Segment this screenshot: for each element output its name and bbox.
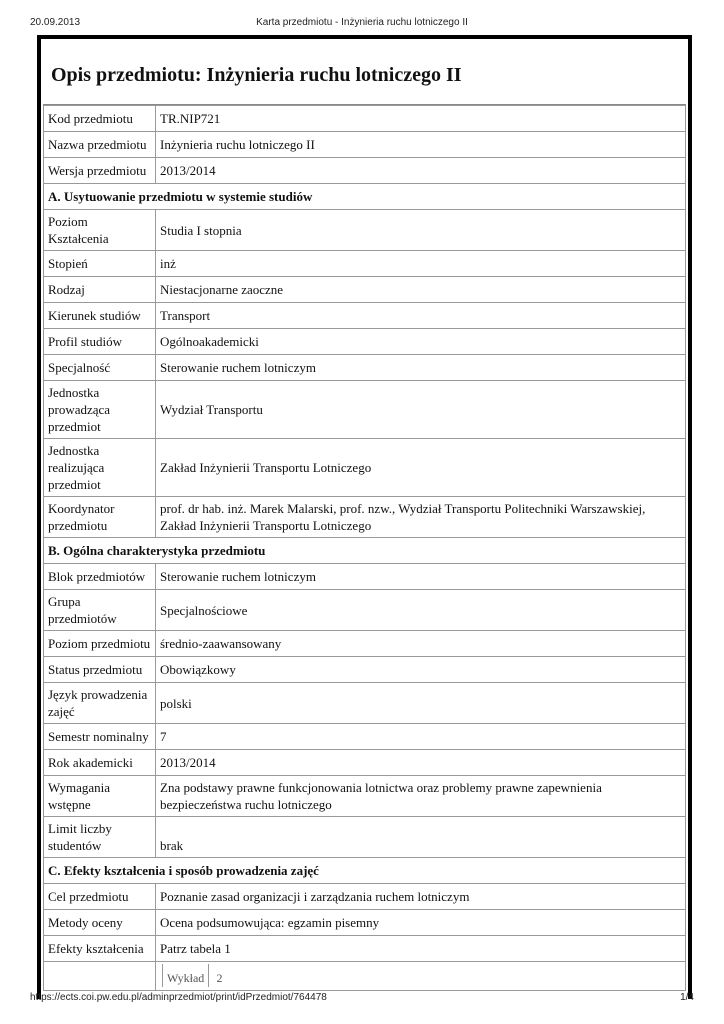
- nested-cell: [156, 962, 686, 991]
- row-label: Metody oceny: [44, 910, 156, 936]
- table-row: [44, 683, 686, 724]
- row-value: Sterowanie ruchem lotniczym: [156, 355, 686, 381]
- section-c-title: C. Efekty kształcenia i sposób prowadzenia zajęć: [44, 858, 686, 884]
- table-row: [44, 750, 686, 776]
- table-row: [44, 910, 686, 936]
- row-value: Studia I stopnia: [156, 210, 686, 251]
- course-table: [43, 105, 686, 991]
- table-row: [44, 631, 686, 657]
- section-header: [44, 184, 686, 210]
- nested-value: 2: [216, 971, 223, 985]
- row-label: Grupa przedmiotów: [44, 590, 156, 631]
- row-value: Sterowanie ruchem lotniczym: [156, 564, 686, 590]
- print-url: https://ects.coi.pw.edu.pl/adminprzedmiot/print/idPrzedmiot/764478: [30, 992, 327, 1003]
- row-label: Poziom Kształcenia: [44, 210, 156, 251]
- table-row: [44, 277, 686, 303]
- row-label: Rok akademicki: [44, 750, 156, 776]
- row-value: brak: [156, 817, 686, 858]
- row-label: Język prowadzenia zajęć: [44, 683, 156, 724]
- print-title: Karta przedmiotu - Inżynieria ruchu lotniczego II: [256, 17, 468, 28]
- row-label: Efekty kształcenia: [44, 936, 156, 962]
- table-row: [44, 329, 686, 355]
- course-card: [37, 35, 692, 999]
- page-title: Opis przedmiotu: Inżynieria ruchu lotniczego II: [43, 39, 686, 105]
- table-row: [44, 132, 686, 158]
- row-value: Zna podstawy prawne funkcjonowania lotnictwa oraz problemy prawne zapewnienia bezpieczeństwa ruchu lotniczego: [156, 776, 686, 817]
- table-row: [44, 657, 686, 683]
- table-row: [44, 210, 686, 251]
- row-label: Jednostka realizująca przedmiot: [44, 439, 156, 497]
- table-row: [44, 724, 686, 750]
- row-value: 2013/2014: [156, 750, 686, 776]
- row-label: Wymagania wstępne: [44, 776, 156, 817]
- table-row: [44, 106, 686, 132]
- section-b-title: B. Ogólna charakterystyka przedmiotu: [44, 538, 686, 564]
- table-row: [44, 303, 686, 329]
- row-label: Limit liczby studentów: [44, 817, 156, 858]
- row-value: średnio-zaawansowany: [156, 631, 686, 657]
- table-row: [44, 776, 686, 817]
- row-value: prof. dr hab. inż. Marek Malarski, prof. nzw., Wydział Transportu Politechniki Warszawskiej, Zakład Inżynierii Transportu Lotniczego: [156, 497, 686, 538]
- row-label: Kierunek studiów: [44, 303, 156, 329]
- table-row: [44, 439, 686, 497]
- row-label: Blok przedmiotów: [44, 564, 156, 590]
- row-label: Cel przedmiotu: [44, 884, 156, 910]
- table-row: [44, 381, 686, 439]
- row-label: Wersja przedmiotu: [44, 158, 156, 184]
- table-row: [44, 884, 686, 910]
- row-value: Specjalnościowe: [156, 590, 686, 631]
- row-label-empty: [44, 962, 156, 991]
- row-label: Poziom przedmiotu: [44, 631, 156, 657]
- row-value: Poznanie zasad organizacji i zarządzania ruchem lotniczym: [156, 884, 686, 910]
- page-number: 1/4: [680, 992, 694, 1003]
- table-row: [44, 962, 686, 991]
- row-value: Ocena podsumowująca: egzamin pisemny: [156, 910, 686, 936]
- table-row: [44, 158, 686, 184]
- row-value: Wydział Transportu: [156, 381, 686, 439]
- row-value: 7: [156, 724, 686, 750]
- row-value: polski: [156, 683, 686, 724]
- row-label: Rodzaj: [44, 277, 156, 303]
- table-row: [44, 355, 686, 381]
- table-row: [44, 817, 686, 858]
- row-label: Stopień: [44, 251, 156, 277]
- table-row: [44, 564, 686, 590]
- section-a-title: A. Usytuowanie przedmiotu w systemie studiów: [44, 184, 686, 210]
- print-date: 20.09.2013: [30, 17, 81, 28]
- row-value: Patrz tabela 1: [156, 936, 686, 962]
- row-value: 2013/2014: [156, 158, 686, 184]
- row-label: Profil studiów: [44, 329, 156, 355]
- row-value: Transport: [156, 303, 686, 329]
- row-value: Niestacjonarne zaoczne: [156, 277, 686, 303]
- row-label: Nazwa przedmiotu: [44, 132, 156, 158]
- nested-label: Wykład: [162, 964, 209, 987]
- row-label: Semestr nominalny: [44, 724, 156, 750]
- row-label: Status przedmiotu: [44, 657, 156, 683]
- section-header: [44, 538, 686, 564]
- table-row: [44, 936, 686, 962]
- row-label: Jednostka prowadząca przedmiot: [44, 381, 156, 439]
- table-row: [44, 251, 686, 277]
- row-value: Ogólnoakademicki: [156, 329, 686, 355]
- row-value: Inżynieria ruchu lotniczego II: [156, 132, 686, 158]
- table-row: [44, 590, 686, 631]
- row-label: Kod przedmiotu: [44, 106, 156, 132]
- row-value: TR.NIP721: [156, 106, 686, 132]
- print-header: [0, 0, 724, 30]
- row-value: Obowiązkowy: [156, 657, 686, 683]
- section-header: [44, 858, 686, 884]
- table-row: [44, 497, 686, 538]
- row-label: Koordynator przedmiotu: [44, 497, 156, 538]
- row-value: Zakład Inżynierii Transportu Lotniczego: [156, 439, 686, 497]
- row-value: inż: [156, 251, 686, 277]
- row-label: Specjalność: [44, 355, 156, 381]
